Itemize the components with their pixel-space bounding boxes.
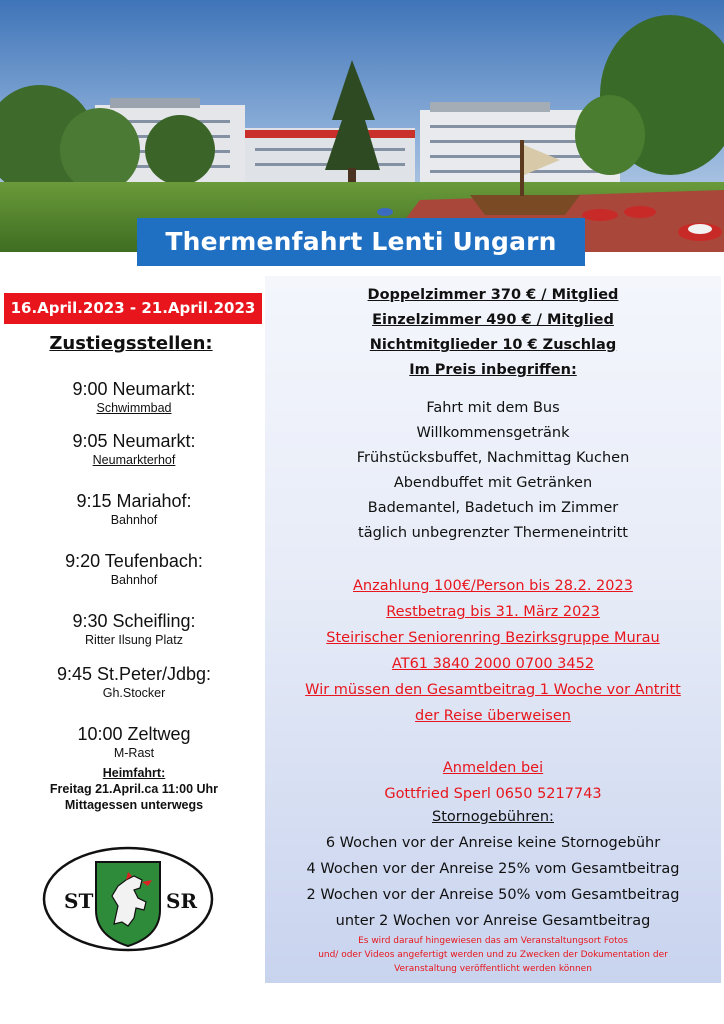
stop-place: Bahnhof <box>110 573 158 587</box>
included-item: täglich unbegrenzter Thermeneintritt <box>358 525 628 541</box>
boarding-section <box>0 330 268 360</box>
stop-place: Gh.Stocker <box>102 686 166 700</box>
stop-place: Bahnhof <box>110 513 158 527</box>
disclaimer <box>266 934 720 976</box>
boarding-stop <box>0 723 268 762</box>
cancellation-line: 4 Wochen vor der Anreise 25% vom Gesamtbeitrag <box>306 861 680 877</box>
return-heading: Heimfahrt: <box>102 766 166 780</box>
price-nonmember: Nichtmitglieder 10 € Zuschlag <box>369 337 617 353</box>
stop-place: Ritter Ilsung Platz <box>85 633 183 647</box>
cancellation-line: unter 2 Wochen vor Anreise Gesamtbeitrag <box>335 913 651 929</box>
stop-time: 9:05 Neumarkt: <box>72 431 196 451</box>
boarding-stop <box>0 430 268 469</box>
payment-iban: AT61 3840 2000 0700 3452 <box>391 656 595 672</box>
logo-left-text: ST <box>64 889 94 913</box>
boarding-stop <box>0 663 268 702</box>
cancellation-line: 6 Wochen vor der Anreise keine Stornogebühr <box>325 835 661 851</box>
price-single: Einzelzimmer 490 € / Mitglied <box>372 312 614 328</box>
included-item: Fahrt mit dem Bus <box>426 400 560 416</box>
payment-deposit: Anzahlung 100€/Person bis 28.2. 2023 <box>353 578 633 594</box>
date-range-badge: 16.April.2023 - 21.April.2023 <box>4 293 262 324</box>
cancellation-section <box>266 804 720 934</box>
included-item: Abendbuffet mit Getränken <box>393 475 593 491</box>
disclaimer-line: und/ oder Videos angefertigt werden und zu Zwecken der Dokumentation der <box>318 950 668 960</box>
stop-time: 9:45 St.Peter/Jdbg: <box>56 664 212 684</box>
stop-place: Schwimmbad <box>96 401 172 415</box>
boarding-heading: Zustiegsstellen: <box>49 333 213 354</box>
stop-time: 9:20 Teufenbach: <box>65 551 203 571</box>
registration-contact: Gottfried Sperl 0650 5217743 <box>384 786 602 802</box>
boarding-stop <box>0 378 268 417</box>
included-list <box>266 396 720 546</box>
disclaimer-line: Veranstaltung veröffentlicht werden können <box>394 964 592 974</box>
boarding-stop <box>0 490 268 529</box>
return-line: Mittagessen unterwegs <box>64 798 204 812</box>
included-item: Willkommensgetränk <box>416 425 570 441</box>
hero-photo <box>0 0 724 252</box>
registration-section <box>266 755 720 807</box>
payment-notice: Wir müssen den Gesamtbeitrag 1 Woche vor Antritt <box>305 682 681 698</box>
stop-time: 10:00 Zeltweg <box>77 724 191 744</box>
included-heading: Im Preis inbegriffen: <box>409 362 577 378</box>
included-item: Frühstücksbuffet, Nachmittag Kuchen <box>356 450 630 466</box>
stop-time: 9:30 Scheifling: <box>72 611 196 631</box>
stop-time: 9:15 Mariahof: <box>76 491 192 511</box>
disclaimer-line: Es wird darauf hingewiesen das am Veranstaltungsort Fotos <box>358 936 628 946</box>
registration-heading: Anmelden bei <box>442 760 544 776</box>
title-banner: Thermenfahrt Lenti Ungarn <box>137 218 585 266</box>
stop-place: Neumarkterhof <box>92 453 176 467</box>
cancellation-heading: Stornogebühren: <box>432 809 554 825</box>
boarding-stop <box>0 550 268 589</box>
payment-section <box>266 573 720 729</box>
stop-time: 9:00 Neumarkt: <box>72 379 196 399</box>
cancellation-line: 2 Wochen vor der Anreise 50% vom Gesamtbeitrag <box>306 887 680 903</box>
payment-balance: Restbetrag bis 31. März 2023 <box>386 604 600 620</box>
logo-right-text: SR <box>166 889 198 913</box>
price-double: Doppelzimmer 370 € / Mitglied <box>367 287 619 303</box>
included-item: Bademantel, Badetuch im Zimmer <box>367 500 619 516</box>
payment-recipient: Steirischer Seniorenring Bezirksgruppe Murau <box>326 630 660 646</box>
price-section <box>266 283 720 383</box>
stsr-logo <box>42 846 214 952</box>
payment-notice: der Reise überweisen <box>415 708 571 724</box>
boarding-stop <box>0 610 268 649</box>
stop-place: M-Rast <box>113 746 155 760</box>
return-trip <box>0 765 268 813</box>
return-line: Freitag 21.April.ca 11:00 Uhr <box>49 782 219 796</box>
